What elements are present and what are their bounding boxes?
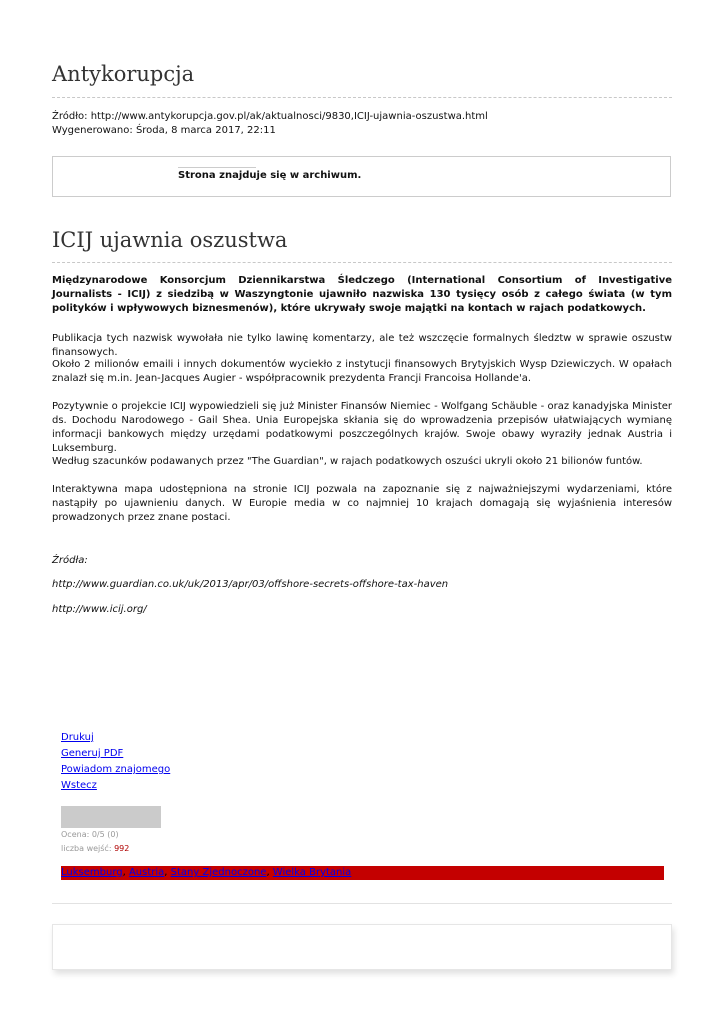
- generated-date: Wygenerowano: Środa, 8 marca 2017, 22:11: [52, 125, 276, 136]
- archive-notice-rule: [178, 167, 256, 168]
- article-paragraph: Według szacunków podawanych przez "The Guardian", w rajach podatkowych oszuści ukryli około 21 bilionów funtów.: [52, 456, 643, 467]
- archive-notice-box: [52, 156, 671, 197]
- article-paragraph: Publikacja tych nazwisk wywołała nie tylko lawinę komentarzy, ale też wszczęcie formalnych śledztw w sprawie oszustw finansowych.: [52, 333, 672, 358]
- tag-separator: ,: [164, 867, 171, 878]
- page-meta: [52, 110, 488, 138]
- tag-link[interactable]: Stany Zjednoczone: [170, 867, 267, 878]
- tag-link[interactable]: Austria: [128, 867, 165, 878]
- article-paragraph: Około 2 milionów emaili i innych dokumentów wyciekło z instytucji finansowych Brytyjskich Wysp Dziewiczych. W opałach znalazł się m.in. Jean-Jacques Augier - współpracownik prezydenta Francji Francoisa Hollande'a.: [52, 359, 672, 384]
- article-title: ICIJ ujawnia oszustwa: [52, 228, 288, 252]
- visit-count: 992: [114, 844, 130, 853]
- archive-notice: Strona znajduje się w archiwum.: [178, 170, 362, 181]
- site-title: Antykorupcja: [52, 62, 195, 86]
- source-url: Źródło: http://www.antykorupcja.gov.pl/ak/aktualnosci/9830,ICIJ-ujawnia-oszustwa.html: [52, 111, 488, 122]
- article-actions: [61, 730, 170, 794]
- tag-separator: ,: [122, 867, 129, 878]
- article-lead: Międzynarodowe Konsorcjum Dziennikarstwa Śledczego (International Consortium of Investigative Journalists - ICIJ) z siedzibą w Waszyngtonie ujawniło nazwiska 130 tysięcy osób z całego świata (w tym polityków i wpływowych biznesmenów), które ukrywały swoje majątki na kontach w rajach podatkowych.: [52, 275, 672, 314]
- generate-pdf-link[interactable]: Generuj PDF: [61, 748, 124, 759]
- tag-link[interactable]: Wielka Brytania: [272, 867, 352, 878]
- rating-text: Ocena: 0/5 (0): [61, 830, 119, 839]
- back-link[interactable]: Wstecz: [61, 780, 97, 791]
- visit-counter: [61, 844, 129, 853]
- tag-bar: [61, 866, 664, 880]
- visit-label: liczba wejść:: [61, 844, 112, 853]
- article-paragraph: Interaktywna mapa udostępniona na stronie ICIJ pozwala na zapoznanie się z najważniejszymi wydarzeniami, które nastąpiły po ujawnieniu danych. W Europie media w co najmniej 10 krajach domagają się wyjaśnienia interesów prowadzonych przez znane postaci.: [52, 484, 672, 523]
- footer-divider: [52, 903, 672, 904]
- footer-box: [52, 924, 672, 970]
- source-link: http://www.guardian.co.uk/uk/2013/apr/03/offshore-secrets-offshore-tax-haven: [52, 579, 449, 590]
- tag-separator: ,: [266, 867, 273, 878]
- tag-link[interactable]: Luksemburg: [61, 867, 123, 878]
- rating-widget[interactable]: [61, 806, 161, 828]
- sources-label: Źródła:: [52, 555, 88, 566]
- article-paragraph: Pozytywnie o projekcie ICIJ wypowiedzieli się już Minister Finansów Niemiec - Wolfgang Schäuble - oraz kanadyjska Minister ds. Dochodu Narodowego - Gail Shea. Unia Europejska skłania się do wprowadzenia przepisów ułatwiających wymianę informacji bankowych między urzędami podatkowymi poszczególnych krajów. Swoje obawy wyraziły jednak Austria i Luksemburg.: [52, 401, 672, 454]
- print-link[interactable]: Drukuj: [61, 732, 94, 743]
- title-divider: [52, 97, 672, 98]
- notify-friend-link[interactable]: Powiadom znajomego: [61, 764, 171, 775]
- source-link: http://www.icij.org/: [52, 604, 147, 615]
- article-title-divider: [52, 262, 672, 263]
